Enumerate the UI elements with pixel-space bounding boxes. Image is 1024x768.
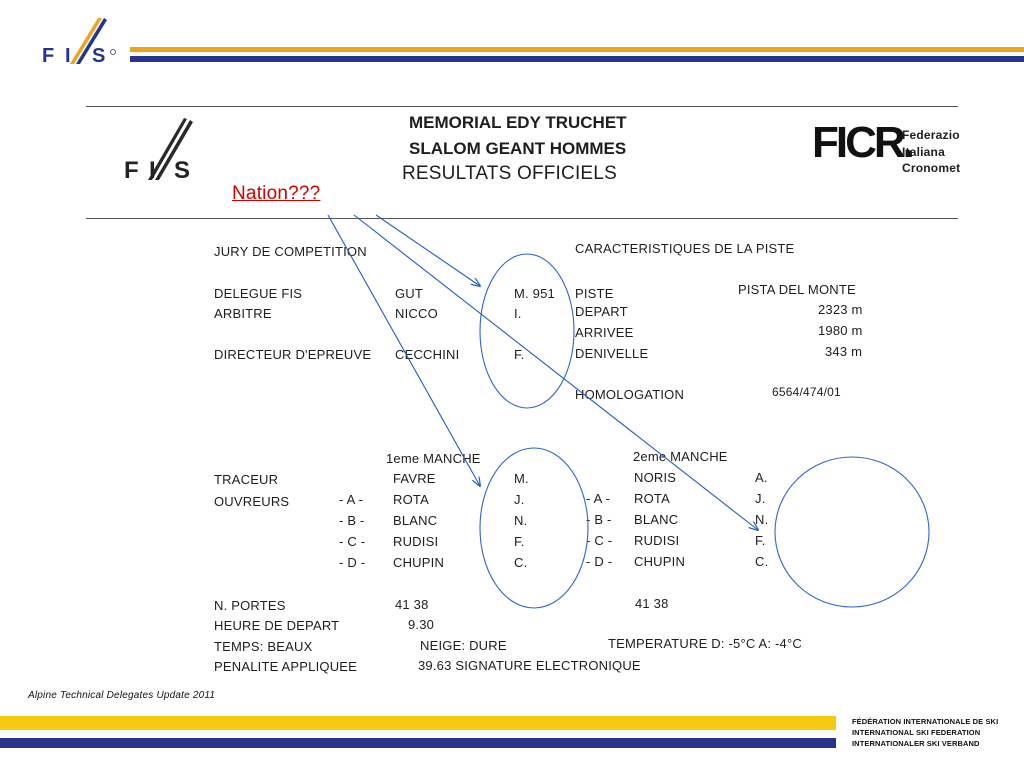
piste-value-denivelle: 343 m [825,344,863,359]
piste-label-denivelle: DENIVELLE [575,346,649,361]
piste-label-depart: DEPART [575,304,628,319]
homologation-label: HOMOLOGATION [575,387,685,402]
svg-text:F: F [124,157,139,184]
piste-heading: CARACTERISTIQUES DE LA PISTE [575,241,795,256]
m1-nation-c: F. [514,534,525,549]
jury-heading: JURY DE COMPETITION [214,244,367,259]
doc-title-3: RESULTATS OFFICIELS [402,163,617,184]
m1-name-c: RUDISI [393,534,439,549]
m1-slot-c: - C - [339,534,366,549]
manche-2-traceur: NORIS [634,470,677,485]
manche-1-traceur-nation: M. [514,471,529,486]
manche-1-heading: 1eme MANCHE [386,451,481,466]
doc-title-1: MEMORIAL EDY TRUCHET [409,113,627,132]
m2-nation-c: F. [755,533,766,548]
footer-stripe-navy [0,738,836,748]
m1-slot-b: - B - [339,513,365,528]
jury-nation-arbitre: I. [514,306,522,321]
temperature: TEMPERATURE D: -5°C A: -4°C [608,636,802,651]
heure-label: HEURE DE DEPART [214,618,340,633]
m2-slot-d: - D - [586,554,613,569]
jury-label-delegue: DELEGUE FIS [214,286,303,301]
m1-name-b: BLANC [393,513,438,528]
svg-text:S: S [174,157,191,184]
portes-manche-2: 41 38 [635,596,669,611]
footer-stripe-yellow [0,716,836,730]
m1-slot-d: - D - [339,555,366,570]
jury-label-arbitre: ARBITRE [214,306,272,321]
doc-title-2: SLALOM GEANT HOMMES [409,139,627,158]
svg-text:I: I [149,157,156,184]
piste-value-arrivee: 1980 m [818,323,863,338]
homologation-value: 6564/474/01 [772,385,841,399]
m2-name-a: ROTA [634,491,670,506]
jury-name-delegue: GUT [395,286,424,301]
jury-label-directeur: DIRECTEUR D'EPREUVE [214,347,372,362]
federation-line-3: INTERNATIONALER SKI VERBAND [852,739,980,748]
m2-name-d: CHUPIN [634,554,686,569]
ficr-line-3: Cronomet [902,161,961,175]
temps: TEMPS: BEAUX [214,639,313,654]
ouvreurs-label: OUVREURS [214,494,290,509]
svg-text:F: F [42,45,55,67]
traceur-label: TRACEUR [214,472,279,487]
m2-nation-a: J. [755,491,766,506]
ficr-logo: FICR. [812,118,912,167]
m2-name-c: RUDISI [634,533,680,548]
svg-text:S: S [92,45,106,67]
m2-nation-d: C. [755,554,769,569]
m2-name-b: BLANC [634,512,679,527]
m1-nation-a: J. [514,492,525,507]
piste-label-piste: PISTE [575,286,614,301]
portes-label: N. PORTES [214,598,286,613]
federation-line-1: FÉDÉRATION INTERNATIONALE DE SKI [852,717,999,726]
manche-2-heading: 2eme MANCHE [633,449,728,464]
manche-2-traceur-nation: A. [755,470,768,485]
ficr-line-2: Italiana [902,145,945,159]
m1-nation-d: C. [514,555,528,570]
arrow-to-manche-2 [354,215,758,530]
portes-manche-1: 41 38 [395,597,429,612]
m2-slot-a: - A - [586,491,611,506]
penalite-label: PENALITE APPLIQUEE [214,659,358,674]
heure-value: 9.30 [408,617,435,632]
jury-nation-delegue: M. 951 [514,286,555,301]
arrow-to-jury [376,215,480,286]
nation-annotation: Nation??? [232,183,321,204]
m1-name-a: ROTA [393,492,429,507]
neige: NEIGE: DURE [420,638,507,653]
piste-label-arrivee: ARRIVEE [575,325,634,340]
federation-line-2: INTERNATIONAL SKI FEDERATION [852,728,981,737]
m2-nation-b: N. [755,512,769,527]
manche-1-traceur: FAVRE [393,471,436,486]
m1-nation-b: N. [514,513,528,528]
m2-slot-b: - B - [586,512,612,527]
jury-nation-circle [480,254,574,408]
m1-name-d: CHUPIN [393,555,445,570]
svg-text:I: I [65,45,71,67]
m2-slot-c: - C - [586,533,613,548]
piste-value-depart: 2323 m [818,302,863,317]
manche-2-nation-circle [775,457,929,607]
m1-slot-a: - A - [339,492,364,507]
jury-name-directeur: CECCHINI [395,347,460,362]
penalite-value: 39.63 SIGNATURE ELECTRONIQUE [418,658,641,673]
arrow-to-manche-1 [328,215,480,486]
jury-nation-directeur: F. [514,347,525,362]
piste-value-piste: PISTA DEL MONTE [738,282,856,297]
footer-caption: Alpine Technical Delegates Update 2011 [28,690,216,701]
ficr-line-1: Federazio [902,128,960,142]
jury-name-arbitre: NICCO [395,306,438,321]
manche-1-nation-circle [480,448,588,608]
